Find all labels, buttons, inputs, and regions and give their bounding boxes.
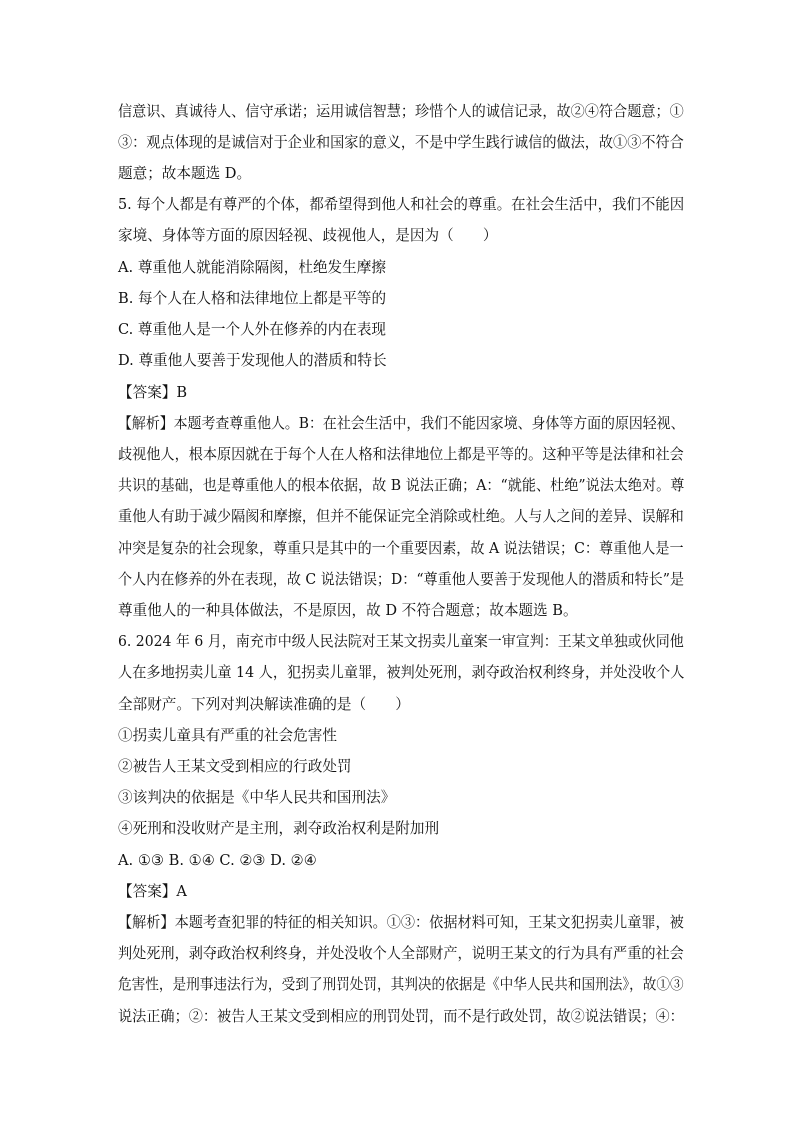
statement-2: ②被告人王某文受到相应的行政处罚: [118, 758, 352, 775]
analysis-text: 歧视他人，根本原因就在于每个人在人格和法律地位上都是平等的。这种平等是法律和社会: [118, 446, 684, 463]
question-5-stem: 家境、身体等方面的原因轻视、歧视他人，是因为（ ）: [118, 227, 498, 244]
option-d: D. 尊重他人要善于发现他人的潜质和特长: [118, 352, 387, 369]
text-line: 题意；故本题选 D。: [118, 165, 252, 182]
analysis-text: 说法正确；②：被告人王某文受到相应的刑罚处罚，而不是行政处罚，故②说法错误；④：: [118, 1008, 684, 1025]
analysis-text: 冲突是复杂的社会现象，尊重只是其中的一个重要因素，故 A 说法错误；C：尊重他人是一: [118, 540, 684, 557]
analysis-text: 【解析】本题考查犯罪的特征的相关知识。①③：依据材料可知，王某文犯拐卖儿童罪，被: [118, 914, 684, 931]
option-c: C. 尊重他人是一个人外在修养的内在表现: [118, 321, 387, 338]
answer-label: 【答案】A: [118, 883, 187, 900]
question-6-stem: 6. 2024 年 6 月，南充市中级人民法院对王某文拐卖儿童案一审宣判：王某文单独或伙同他: [118, 633, 684, 650]
analysis-text: 【解析】本题考查尊重他人。B：在社会生活中，我们不能因家境、身体等方面的原因轻视、: [118, 415, 685, 432]
statement-4: ④死刑和没收财产是主刑，剥夺政治权利是附加刑: [118, 820, 440, 837]
question-6-stem: 全部财产。下列对判决解读准确的是（ ）: [118, 696, 410, 713]
answer-label: 【答案】B: [118, 384, 188, 401]
analysis-text: 尊重他人的一种具体做法，不是原因，故 D 不符合题意；故本题选 B。: [118, 602, 578, 619]
option-b: B. 每个人在人格和法律地位上都是平等的: [118, 290, 387, 307]
option-a: A. 尊重他人就能消除隔阂，杜绝发生摩擦: [118, 259, 386, 276]
analysis-text: 危害性，是刑事违法行为，受到了刑罚处罚，其判决的依据是《中华人民共和国刑法》，故①③: [118, 976, 684, 993]
question-6-stem: 人在多地拐卖儿童 14 人，犯拐卖儿童罪，被判处死刑，剥夺政治权利终身，并处没收个人: [118, 664, 685, 681]
text-line: ③：观点体现的是诚信对于企业和国家的意义，不是中学生践行诚信的做法，故①③不符合: [118, 134, 684, 151]
text-line: 信意识、真诚待人、信守承诺；运用诚信智慧；珍惜个人的诚信记录，故②④符合题意；①: [118, 103, 684, 120]
analysis-text: 个人内在修养的外在表现，故 C 说法错误；D：“尊重他人要善于发现他人的潜质和特长”是: [118, 571, 685, 588]
statement-1: ①拐卖儿童具有严重的社会危害性: [118, 727, 337, 744]
options-row: A. ①③ B. ①④ C. ②③ D. ②④: [118, 852, 317, 869]
analysis-text: 判处死刑，剥夺政治权利终身，并处没收个人全部财产，说明王某文的行为具有严重的社会: [118, 945, 684, 962]
statement-3: ③该判决的依据是《中华人民共和国刑法》: [118, 789, 396, 806]
analysis-text: 重他人有助于减少隔阂和摩擦，但并不能保证完全消除或杜绝。人与人之间的差异、误解和: [118, 508, 684, 525]
analysis-text: 共识的基础，也是尊重他人的根本依据，故 B 说法正确；A：“就能、杜绝”说法太绝对。尊: [118, 477, 685, 494]
question-5-stem: 5. 每个人都是有尊严的个体，都希望得到他人和社会的尊重。在社会生活中，我们不能因: [118, 196, 685, 213]
